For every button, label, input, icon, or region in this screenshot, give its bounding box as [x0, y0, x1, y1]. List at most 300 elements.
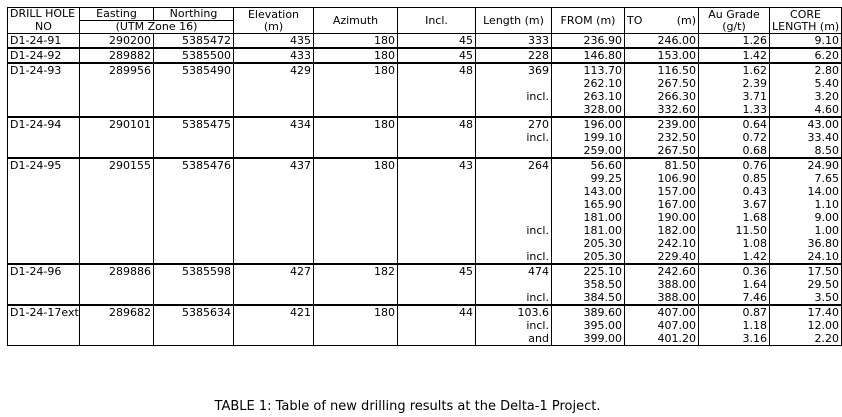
table-row — [8, 250, 842, 264]
table-row — [8, 198, 842, 211]
cell-core-length: 2.80 — [770, 63, 842, 77]
cell-from: 113.70 — [552, 63, 625, 77]
cell-core-length: 29.50 — [770, 278, 842, 291]
cell-length — [476, 211, 552, 224]
header-au-grade — [699, 8, 770, 34]
cell-incl: 44 — [398, 305, 476, 319]
cell-azimuth — [314, 185, 398, 198]
table-row — [8, 48, 842, 63]
cell-au-grade: 3.16 — [699, 332, 770, 346]
table-row — [8, 305, 842, 319]
cell-azimuth — [314, 250, 398, 264]
cell-azimuth — [314, 224, 398, 237]
cell-length: and — [476, 332, 552, 346]
cell-easting — [80, 185, 154, 198]
cell-au-grade: 2.39 — [699, 77, 770, 90]
cell-easting: 289682 — [80, 305, 154, 319]
cell-northing: 5385490 — [154, 63, 234, 77]
cell-elevation — [234, 172, 314, 185]
cell-azimuth — [314, 172, 398, 185]
cell-northing — [154, 198, 234, 211]
cell-core-length: 24.90 — [770, 158, 842, 172]
cell-to: 190.00 — [625, 211, 699, 224]
header-to-label: TO — [627, 13, 643, 27]
table-row — [8, 34, 842, 49]
cell-length: incl. — [476, 224, 552, 237]
cell-elevation: 434 — [234, 117, 314, 131]
cell-azimuth — [314, 332, 398, 346]
cell-drill-hole — [8, 172, 80, 185]
cell-elevation — [234, 211, 314, 224]
cell-elevation — [234, 291, 314, 305]
cell-northing: 5385598 — [154, 264, 234, 278]
table-row — [8, 77, 842, 90]
cell-drill-hole — [8, 185, 80, 198]
hole-group — [8, 264, 842, 305]
cell-easting — [80, 250, 154, 264]
header-core-line2: LENGTH (m) — [772, 19, 840, 33]
header-incl: Incl. — [398, 8, 476, 34]
cell-au-grade: 7.46 — [699, 291, 770, 305]
header-easting: Easting — [80, 8, 154, 21]
cell-drill-hole: D1-24-17ext — [8, 305, 80, 319]
cell-length: 333 — [476, 34, 552, 49]
cell-drill-hole — [8, 291, 80, 305]
cell-azimuth — [314, 319, 398, 332]
cell-core-length: 9.10 — [770, 34, 842, 49]
cell-elevation: 427 — [234, 264, 314, 278]
cell-core-length: 8.50 — [770, 144, 842, 158]
cell-elevation — [234, 332, 314, 346]
cell-to: 388.00 — [625, 278, 699, 291]
header-azimuth: Azimuth — [314, 8, 398, 34]
cell-elevation — [234, 185, 314, 198]
cell-azimuth: 182 — [314, 264, 398, 278]
cell-length: incl. — [476, 131, 552, 144]
cell-elevation: 437 — [234, 158, 314, 172]
cell-northing — [154, 278, 234, 291]
cell-incl — [398, 103, 476, 117]
cell-from: 199.10 — [552, 131, 625, 144]
cell-to: 267.50 — [625, 144, 699, 158]
cell-au-grade: 0.68 — [699, 144, 770, 158]
cell-from: 205.30 — [552, 237, 625, 250]
cell-to: 116.50 — [625, 63, 699, 77]
table-row — [8, 117, 842, 131]
cell-azimuth — [314, 90, 398, 103]
cell-easting — [80, 278, 154, 291]
hole-group — [8, 117, 842, 158]
cell-azimuth: 180 — [314, 34, 398, 49]
cell-au-grade: 0.72 — [699, 131, 770, 144]
cell-azimuth — [314, 278, 398, 291]
cell-incl: 43 — [398, 158, 476, 172]
cell-to: 182.00 — [625, 224, 699, 237]
header-elevation — [234, 8, 314, 34]
cell-northing — [154, 319, 234, 332]
cell-au-grade: 0.76 — [699, 158, 770, 172]
table-row — [8, 158, 842, 172]
cell-easting — [80, 237, 154, 250]
cell-easting — [80, 224, 154, 237]
cell-length: incl. — [476, 90, 552, 103]
table-row — [8, 144, 842, 158]
cell-incl — [398, 319, 476, 332]
cell-elevation: 421 — [234, 305, 314, 319]
cell-northing — [154, 291, 234, 305]
cell-azimuth: 180 — [314, 48, 398, 63]
cell-to: 229.40 — [625, 250, 699, 264]
cell-core-length: 2.20 — [770, 332, 842, 346]
table-row — [8, 224, 842, 237]
cell-incl — [398, 332, 476, 346]
cell-azimuth: 180 — [314, 117, 398, 131]
cell-easting — [80, 77, 154, 90]
cell-drill-hole — [8, 131, 80, 144]
cell-from: 358.50 — [552, 278, 625, 291]
cell-incl — [398, 250, 476, 264]
cell-northing — [154, 237, 234, 250]
cell-au-grade: 0.64 — [699, 117, 770, 131]
cell-au-grade: 0.36 — [699, 264, 770, 278]
cell-core-length: 9.00 — [770, 211, 842, 224]
header-to-unit: (m) — [676, 13, 696, 27]
table-row — [8, 291, 842, 305]
table-row — [8, 211, 842, 224]
cell-length — [476, 185, 552, 198]
cell-au-grade: 1.42 — [699, 250, 770, 264]
table-row — [8, 131, 842, 144]
cell-to: 401.20 — [625, 332, 699, 346]
table-row — [8, 185, 842, 198]
cell-incl: 45 — [398, 264, 476, 278]
table-row — [8, 332, 842, 346]
cell-core-length: 14.00 — [770, 185, 842, 198]
cell-core-length: 4.60 — [770, 103, 842, 117]
cell-drill-hole — [8, 198, 80, 211]
cell-easting — [80, 198, 154, 211]
cell-length — [476, 172, 552, 185]
cell-au-grade: 1.62 — [699, 63, 770, 77]
cell-northing — [154, 185, 234, 198]
cell-au-grade: 0.87 — [699, 305, 770, 319]
cell-drill-hole: D1-24-91 — [8, 34, 80, 49]
hole-group — [8, 34, 842, 49]
cell-easting — [80, 332, 154, 346]
cell-from: 99.25 — [552, 172, 625, 185]
cell-incl — [398, 224, 476, 237]
table-row — [8, 172, 842, 185]
cell-drill-hole — [8, 211, 80, 224]
cell-from: 143.00 — [552, 185, 625, 198]
cell-au-grade: 1.08 — [699, 237, 770, 250]
cell-azimuth: 180 — [314, 305, 398, 319]
cell-to: 332.60 — [625, 103, 699, 117]
cell-incl: 48 — [398, 117, 476, 131]
cell-from: 225.10 — [552, 264, 625, 278]
cell-to: 246.00 — [625, 34, 699, 49]
cell-to: 157.00 — [625, 185, 699, 198]
cell-elevation — [234, 144, 314, 158]
cell-core-length: 1.00 — [770, 224, 842, 237]
cell-core-length: 3.50 — [770, 291, 842, 305]
cell-elevation — [234, 77, 314, 90]
cell-from: 384.50 — [552, 291, 625, 305]
cell-from: 259.00 — [552, 144, 625, 158]
cell-to: 239.00 — [625, 117, 699, 131]
hole-group — [8, 158, 842, 264]
cell-from: 181.00 — [552, 211, 625, 224]
hole-group — [8, 48, 842, 63]
cell-northing — [154, 90, 234, 103]
header-to — [625, 8, 699, 34]
cell-elevation: 429 — [234, 63, 314, 77]
cell-elevation — [234, 278, 314, 291]
cell-azimuth — [314, 144, 398, 158]
cell-drill-hole — [8, 250, 80, 264]
header-utm-zone: (UTM Zone 16) — [80, 21, 234, 34]
cell-northing — [154, 224, 234, 237]
cell-length — [476, 198, 552, 211]
table-header — [8, 8, 842, 34]
cell-incl — [398, 185, 476, 198]
cell-drill-hole — [8, 237, 80, 250]
cell-core-length: 7.65 — [770, 172, 842, 185]
cell-length: 264 — [476, 158, 552, 172]
header-elevation-line1: Elevation — [247, 7, 300, 21]
cell-to: 242.60 — [625, 264, 699, 278]
table-caption: TABLE 1: Table of new drilling results at the Delta-1 Project. — [214, 399, 601, 414]
cell-easting — [80, 319, 154, 332]
cell-elevation — [234, 131, 314, 144]
table-row — [8, 278, 842, 291]
cell-core-length: 12.00 — [770, 319, 842, 332]
cell-easting — [80, 144, 154, 158]
cell-core-length: 33.40 — [770, 131, 842, 144]
cell-from: 262.10 — [552, 77, 625, 90]
cell-easting: 290155 — [80, 158, 154, 172]
cell-core-length: 24.10 — [770, 250, 842, 264]
cell-drill-hole — [8, 278, 80, 291]
cell-northing — [154, 332, 234, 346]
header-length: Length (m) — [476, 8, 552, 34]
cell-core-length: 17.40 — [770, 305, 842, 319]
cell-azimuth — [314, 211, 398, 224]
cell-drill-hole — [8, 144, 80, 158]
header-au-line1: Au Grade — [708, 7, 760, 21]
header-from: FROM (m) — [552, 8, 625, 34]
cell-easting: 289956 — [80, 63, 154, 77]
cell-drill-hole: D1-24-96 — [8, 264, 80, 278]
cell-drill-hole: D1-24-92 — [8, 48, 80, 63]
cell-from: 328.00 — [552, 103, 625, 117]
cell-incl — [398, 278, 476, 291]
cell-northing: 5385472 — [154, 34, 234, 49]
hole-group — [8, 305, 842, 346]
cell-easting: 289882 — [80, 48, 154, 63]
cell-easting — [80, 172, 154, 185]
cell-to: 266.30 — [625, 90, 699, 103]
header-core-line1: CORE — [790, 7, 821, 21]
cell-core-length: 5.40 — [770, 77, 842, 90]
cell-drill-hole — [8, 103, 80, 117]
header-drill-hole: DRILL HOLE — [8, 8, 80, 21]
cell-drill-hole — [8, 319, 80, 332]
cell-incl — [398, 131, 476, 144]
cell-au-grade: 1.68 — [699, 211, 770, 224]
cell-azimuth — [314, 237, 398, 250]
cell-length: 474 — [476, 264, 552, 278]
cell-au-grade: 3.67 — [699, 198, 770, 211]
cell-northing: 5385475 — [154, 117, 234, 131]
cell-incl — [398, 77, 476, 90]
table-row — [8, 319, 842, 332]
cell-au-grade: 3.71 — [699, 90, 770, 103]
cell-length: incl. — [476, 250, 552, 264]
cell-length: 369 — [476, 63, 552, 77]
cell-elevation — [234, 319, 314, 332]
cell-incl: 48 — [398, 63, 476, 77]
cell-northing — [154, 211, 234, 224]
drilling-results-table — [7, 7, 842, 346]
header-au-line2: (g/t) — [722, 19, 746, 33]
cell-elevation: 433 — [234, 48, 314, 63]
cell-elevation — [234, 90, 314, 103]
cell-azimuth — [314, 291, 398, 305]
cell-au-grade: 1.18 — [699, 319, 770, 332]
cell-to: 232.50 — [625, 131, 699, 144]
cell-from: 56.60 — [552, 158, 625, 172]
cell-drill-hole — [8, 90, 80, 103]
cell-core-length: 36.80 — [770, 237, 842, 250]
cell-northing — [154, 250, 234, 264]
cell-au-grade: 0.43 — [699, 185, 770, 198]
cell-core-length: 1.10 — [770, 198, 842, 211]
cell-azimuth — [314, 77, 398, 90]
cell-from: 181.00 — [552, 224, 625, 237]
cell-length: incl. — [476, 319, 552, 332]
cell-from: 395.00 — [552, 319, 625, 332]
cell-core-length: 43.00 — [770, 117, 842, 131]
cell-easting: 290101 — [80, 117, 154, 131]
cell-au-grade: 11.50 — [699, 224, 770, 237]
cell-northing: 5385500 — [154, 48, 234, 63]
cell-incl — [398, 172, 476, 185]
cell-core-length: 17.50 — [770, 264, 842, 278]
cell-elevation — [234, 224, 314, 237]
cell-northing: 5385476 — [154, 158, 234, 172]
cell-drill-hole: D1-24-95 — [8, 158, 80, 172]
cell-incl — [398, 144, 476, 158]
header-elevation-line2: (m) — [263, 19, 284, 33]
table-row — [8, 237, 842, 250]
cell-length — [476, 103, 552, 117]
cell-au-grade: 1.64 — [699, 278, 770, 291]
cell-au-grade: 1.26 — [699, 34, 770, 49]
cell-length — [476, 278, 552, 291]
cell-easting — [80, 90, 154, 103]
cell-easting — [80, 211, 154, 224]
cell-northing — [154, 77, 234, 90]
cell-easting: 289886 — [80, 264, 154, 278]
cell-from: 196.00 — [552, 117, 625, 131]
cell-azimuth: 180 — [314, 158, 398, 172]
cell-from: 399.00 — [552, 332, 625, 346]
cell-incl — [398, 198, 476, 211]
cell-incl: 45 — [398, 34, 476, 49]
cell-length: 103.6 — [476, 305, 552, 319]
cell-drill-hole: D1-24-94 — [8, 117, 80, 131]
cell-drill-hole — [8, 332, 80, 346]
cell-core-length: 3.20 — [770, 90, 842, 103]
cell-to: 267.50 — [625, 77, 699, 90]
cell-length: 270 — [476, 117, 552, 131]
cell-incl — [398, 211, 476, 224]
cell-length — [476, 237, 552, 250]
cell-incl — [398, 90, 476, 103]
cell-azimuth: 180 — [314, 63, 398, 77]
cell-drill-hole — [8, 224, 80, 237]
cell-elevation: 435 — [234, 34, 314, 49]
cell-azimuth — [314, 198, 398, 211]
cell-northing — [154, 131, 234, 144]
cell-to: 167.00 — [625, 198, 699, 211]
cell-easting: 290200 — [80, 34, 154, 49]
cell-elevation — [234, 103, 314, 117]
table-row — [8, 90, 842, 103]
cell-incl — [398, 291, 476, 305]
header-northing: Northing — [154, 8, 234, 21]
cell-northing — [154, 103, 234, 117]
cell-azimuth — [314, 131, 398, 144]
cell-northing: 5385634 — [154, 305, 234, 319]
header-core-length — [770, 8, 842, 34]
table-row — [8, 63, 842, 77]
cell-to: 407.00 — [625, 319, 699, 332]
cell-core-length: 6.20 — [770, 48, 842, 63]
cell-from: 236.90 — [552, 34, 625, 49]
cell-drill-hole: D1-24-93 — [8, 63, 80, 77]
cell-from: 389.60 — [552, 305, 625, 319]
cell-length: 228 — [476, 48, 552, 63]
cell-to: 106.90 — [625, 172, 699, 185]
cell-from: 165.90 — [552, 198, 625, 211]
cell-elevation — [234, 198, 314, 211]
cell-to: 407.00 — [625, 305, 699, 319]
cell-au-grade: 1.33 — [699, 103, 770, 117]
cell-drill-hole — [8, 77, 80, 90]
cell-azimuth — [314, 103, 398, 117]
cell-to: 153.00 — [625, 48, 699, 63]
cell-easting — [80, 291, 154, 305]
cell-to: 388.00 — [625, 291, 699, 305]
cell-incl — [398, 237, 476, 250]
hole-group — [8, 63, 842, 117]
table-row — [8, 103, 842, 117]
cell-elevation — [234, 250, 314, 264]
cell-au-grade: 1.42 — [699, 48, 770, 63]
cell-elevation — [234, 237, 314, 250]
cell-easting — [80, 131, 154, 144]
cell-to: 81.50 — [625, 158, 699, 172]
cell-northing — [154, 144, 234, 158]
table-row — [8, 264, 842, 278]
cell-au-grade: 0.85 — [699, 172, 770, 185]
header-no: NO — [8, 21, 80, 34]
cell-incl: 45 — [398, 48, 476, 63]
cell-length — [476, 77, 552, 90]
cell-from: 263.10 — [552, 90, 625, 103]
